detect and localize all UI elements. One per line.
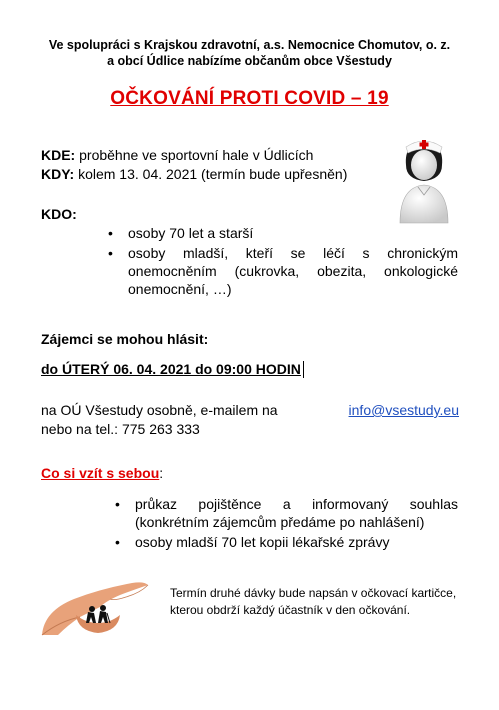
intro-text (0, 37, 499, 69)
bullet-icon: • (108, 245, 113, 261)
list-item-text: osoby mladší, kteří se léčí s chronickým onemocněním (cukrovka, obezita, onkologické onemocnění, …) (128, 245, 458, 297)
kdy-text: kolem 13. 04. 2021 (termín bude upřesněn) (74, 166, 348, 182)
kdo-label: KDO: (41, 206, 77, 222)
contact-prefix: na OÚ Všestudy osobně, e-mailem na (41, 402, 278, 418)
kde-label: KDE: (41, 147, 76, 163)
intro-line-2: a obcí Údlice nabízíme občanům obce Všestudy (107, 54, 392, 68)
kdy-label: KDY: (41, 166, 75, 182)
list-item-text: osoby 70 let a starší (128, 225, 254, 241)
kdo-list (108, 224, 458, 298)
nurse-icon (392, 135, 456, 227)
second-dose-note: Termín druhé dávky bude napsán v očkovací kartičce, kterou obdrží každý účastník v den očkování. (170, 586, 457, 617)
contact-block (41, 401, 459, 439)
list-item (115, 495, 458, 531)
bullet-icon: • (115, 496, 120, 512)
bullet-icon: • (108, 225, 113, 241)
bullet-icon: • (115, 534, 120, 550)
list-item-text: osoby mladší 70 let kopii lékařské zprávy (135, 534, 390, 550)
page-title: OČKOVÁNÍ PROTI COVID – 19 (110, 88, 389, 109)
list-item (115, 533, 458, 551)
list-item (108, 224, 458, 242)
take-heading (41, 465, 163, 481)
caring-hands-icon (40, 577, 152, 637)
interest-heading: Zájemci se mohou hlásit: (41, 331, 209, 347)
intro-line-1: Ve spolupráci s Krajskou zdravotní, a.s. Nemocnice Chomutov, o. z. (48, 38, 451, 52)
deadline-text: do ÚTERÝ 06. 04. 2021 do 09:00 HODIN (41, 361, 304, 378)
contact-line (41, 401, 459, 420)
take-label: Co si vzít s sebou (41, 465, 160, 481)
kde-row (41, 146, 313, 164)
take-list (115, 495, 458, 551)
kde-text: proběhne ve sportovní hale v Údlicích (75, 147, 314, 163)
kdy-row (41, 165, 347, 183)
take-colon: : (159, 465, 164, 481)
email-link[interactable]: info@vsestudy.eu (348, 402, 459, 418)
list-item-text: průkaz pojištěnce a informovaný souhlas (konkrétním zájemcům předáme po nahlášení) (135, 496, 458, 530)
phone-line: nebo na tel.: 775 263 333 (41, 421, 200, 437)
list-item (108, 244, 458, 298)
